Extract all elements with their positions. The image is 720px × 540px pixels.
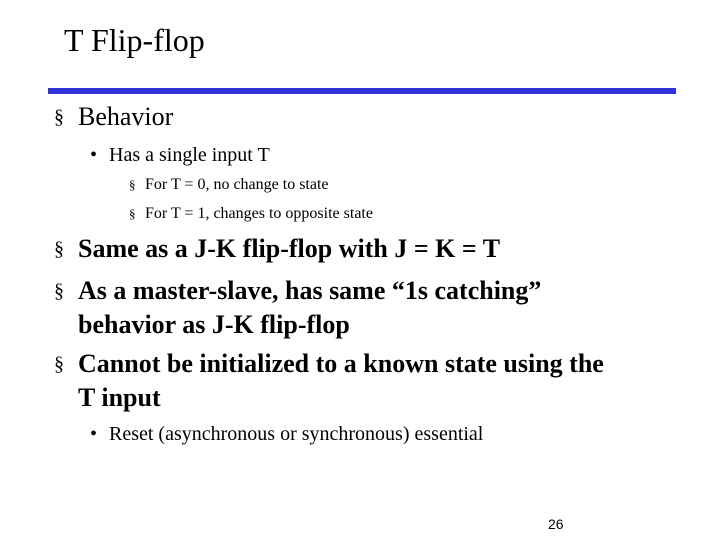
bullet-t-one: For T = 1, changes to opposite state bbox=[145, 205, 373, 222]
page-number: 26 bbox=[548, 516, 564, 532]
bullet-t-zero: For T = 0, no change to state bbox=[145, 176, 329, 193]
section-bullet-icon: § bbox=[54, 238, 64, 260]
dot-bullet-icon: • bbox=[90, 423, 98, 445]
slide-title: T Flip-flop bbox=[64, 22, 205, 58]
section-bullet-icon: § bbox=[54, 106, 64, 128]
title-divider bbox=[48, 88, 676, 94]
bullet-single-input: Has a single input T bbox=[109, 144, 270, 166]
section-bullet-icon: § bbox=[129, 206, 136, 221]
section-bullet-icon: § bbox=[129, 177, 136, 192]
bullet-cannot-init-line1: Cannot be initialized to a known state using the bbox=[78, 349, 604, 378]
dot-bullet-icon: • bbox=[90, 144, 98, 166]
section-bullet-icon: § bbox=[54, 280, 64, 302]
bullet-reset: Reset (asynchronous or synchronous) essential bbox=[109, 423, 484, 445]
bullet-master-slave-line2: behavior as J-K flip-flop bbox=[78, 310, 350, 339]
bullet-behavior: Behavior bbox=[78, 102, 174, 131]
bullet-master-slave-line1: As a master-slave, has same “1s catching” bbox=[78, 276, 542, 305]
section-bullet-icon: § bbox=[54, 353, 64, 375]
bullet-cannot-init-line2: T input bbox=[78, 383, 161, 412]
bullet-same-as-jk: Same as a J-K flip-flop with J = K = T bbox=[78, 234, 501, 263]
